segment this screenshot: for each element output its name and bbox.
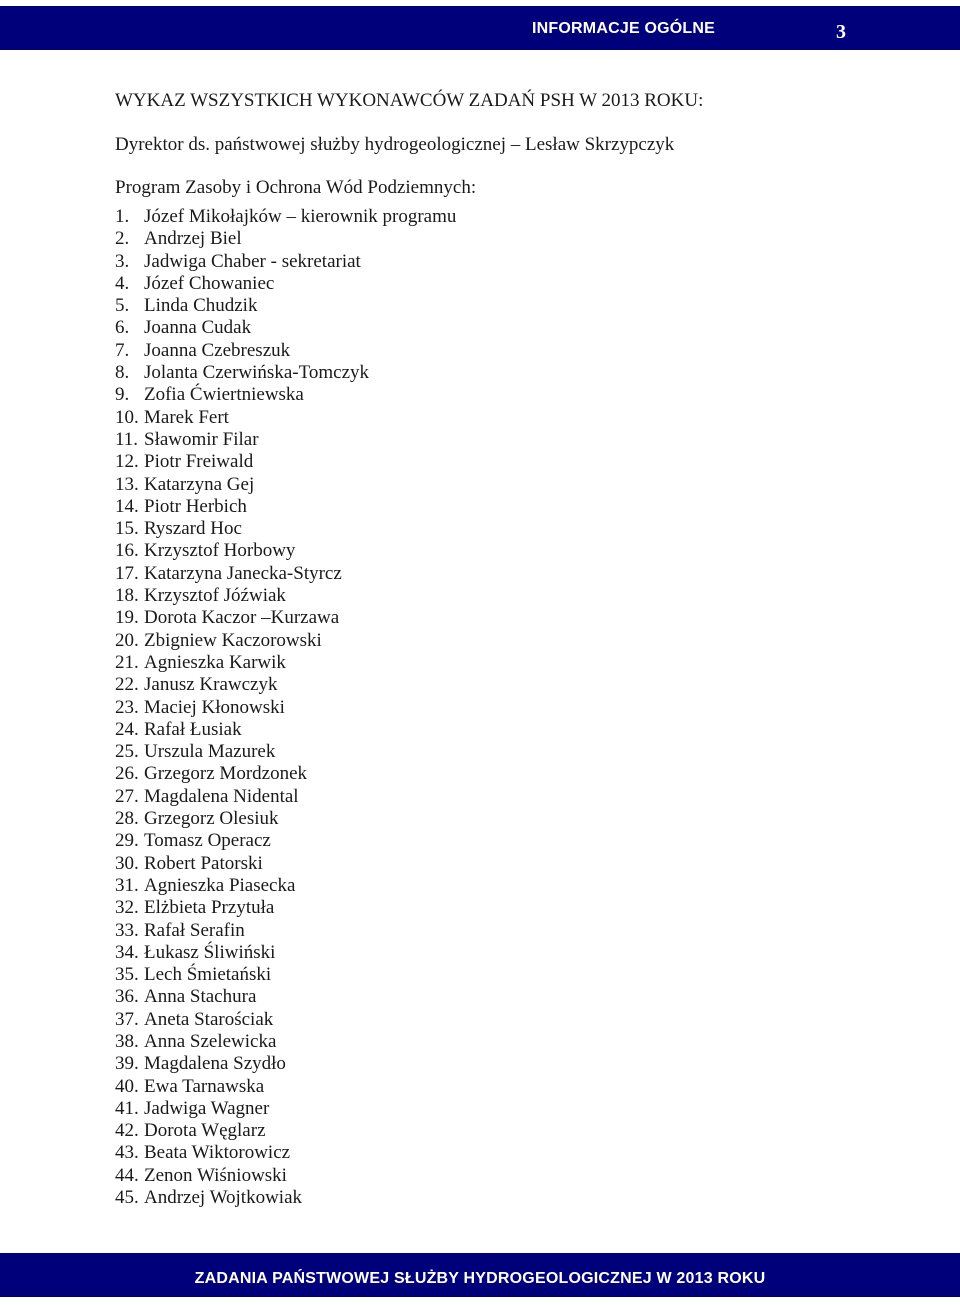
list-item-name: Elżbieta Przytuła [144, 897, 275, 919]
list-item [115, 1098, 875, 1120]
list-item [115, 853, 875, 875]
list-item-name: Jolanta Czerwińska-Tomczyk [144, 362, 370, 384]
list-item-name: Grzegorz Olesiuk [144, 808, 279, 830]
list-item [115, 875, 875, 897]
list-item-name: Grzegorz Mordzonek [144, 763, 308, 785]
list-item-number: 32. [115, 897, 139, 919]
list-item-name: Piotr Herbich [144, 495, 247, 517]
list-item-name: Rafał Serafin [144, 919, 245, 941]
list-item [115, 206, 875, 228]
list-item-number: 24. [115, 718, 139, 740]
list-item-name: Marek Fert [144, 406, 229, 428]
list-item [115, 786, 875, 808]
list-item-name: Zbigniew Kaczorowski [144, 629, 322, 651]
list-item-name: Andrzej Wojtkowiak [144, 1187, 303, 1209]
list-item [115, 1053, 875, 1075]
list-item-number: 10. [115, 406, 139, 428]
list-item-number: 6. [115, 317, 130, 339]
list-item-name: Zenon Wiśniowski [144, 1164, 287, 1186]
list-item-number: 13. [115, 473, 139, 495]
list-item-name: Sławomir Filar [144, 428, 259, 450]
list-item-number: 12. [115, 451, 139, 473]
list-item [115, 652, 875, 674]
list-item [115, 540, 875, 562]
list-item-number: 23. [115, 696, 139, 718]
list-item-number: 7. [115, 339, 130, 361]
list-item-number: 33. [115, 919, 139, 941]
list-item-number: 25. [115, 741, 139, 763]
list-item [115, 697, 875, 719]
list-item [115, 451, 875, 473]
list-item-name: Linda Chudzik [144, 295, 258, 317]
list-item [115, 942, 875, 964]
list-item [115, 362, 875, 384]
list-item [115, 808, 875, 830]
list-item [115, 920, 875, 942]
list-item-name: Joanna Cudak [144, 317, 252, 339]
list-item-name: Janusz Krawczyk [144, 674, 278, 696]
list-item [115, 1142, 875, 1164]
list-item [115, 1031, 875, 1053]
list-item-number: 42. [115, 1120, 139, 1142]
page-number: 3 [836, 21, 846, 43]
list-item-name: Urszula Mazurek [144, 741, 276, 763]
list-item-number: 8. [115, 362, 130, 384]
list-item-name: Andrzej Biel [144, 228, 242, 250]
list-item-name: Agnieszka Piasecka [144, 874, 296, 896]
list-item-number: 11. [115, 428, 139, 450]
list-item-number: 4. [115, 272, 130, 294]
header-bar [0, 6, 960, 50]
list-item-number: 5. [115, 295, 130, 317]
list-item-number: 40. [115, 1075, 139, 1097]
list-item-name: Krzysztof Horbowy [144, 540, 296, 562]
list-item-name: Ewa Tarnawska [144, 1075, 265, 1097]
list-item-number: 21. [115, 651, 139, 673]
list-item-number: 39. [115, 1053, 139, 1075]
list-item [115, 340, 875, 362]
list-item [115, 763, 875, 785]
list-item-number: 44. [115, 1164, 139, 1186]
list-item-number: 3. [115, 250, 130, 272]
list-item-name: Józef Chowaniec [144, 272, 275, 294]
list-item-name: Robert Patorski [144, 852, 263, 874]
list-item-name: Magdalena Szydło [144, 1053, 286, 1075]
list-item-number: 17. [115, 562, 139, 584]
list-item [115, 474, 875, 496]
list-item [115, 295, 875, 317]
list-item [115, 563, 875, 585]
list-item-name: Jadwiga Chaber - sekretariat [144, 250, 361, 272]
list-item [115, 407, 875, 429]
list-item-name: Katarzyna Janecka-Styrcz [144, 562, 342, 584]
list-item-name: Beata Wiktorowicz [144, 1142, 291, 1164]
list-item-number: 18. [115, 585, 139, 607]
list-item-number: 15. [115, 518, 139, 540]
list-item [115, 630, 875, 652]
list-item-number: 1. [115, 206, 130, 227]
list-item [115, 830, 875, 852]
list-item [115, 674, 875, 696]
list-item-name: Magdalena Nidental [144, 785, 299, 807]
list-item [115, 964, 875, 986]
list-item [115, 496, 875, 518]
list-item-name: Rafał Łusiak [144, 718, 242, 740]
list-item [115, 1009, 875, 1031]
list-item-number: 19. [115, 607, 139, 629]
list-item [115, 585, 875, 607]
section-title: INFORMACJE OGÓLNE [532, 20, 715, 37]
list-item-number: 29. [115, 830, 139, 852]
list-item-number: 34. [115, 941, 139, 963]
list-item-name: Jadwiga Wagner [144, 1097, 270, 1119]
list-item-number: 31. [115, 874, 139, 896]
list-item-name: Ryszard Hoc [144, 518, 242, 540]
list-item [115, 317, 875, 339]
list-item [115, 1076, 875, 1098]
list-item-name: Józef Mikołajków – kierownik programu [144, 206, 457, 227]
list-item [115, 251, 875, 273]
list-item-number: 43. [115, 1142, 139, 1164]
document-body [115, 88, 875, 1209]
list-item-name: Agnieszka Karwik [144, 651, 286, 673]
members-list [115, 206, 875, 1209]
list-item-number: 22. [115, 674, 139, 696]
list-item-number: 45. [115, 1187, 139, 1209]
list-item [115, 897, 875, 919]
list-item-number: 38. [115, 1030, 139, 1052]
list-item [115, 986, 875, 1008]
list-item [115, 384, 875, 406]
list-item [115, 1120, 875, 1142]
list-item-name: Dorota Węglarz [144, 1120, 266, 1142]
list-item-number: 30. [115, 852, 139, 874]
list-item-number: 9. [115, 384, 130, 406]
list-item-name: Anna Szelewicka [144, 1030, 277, 1052]
list-item-number: 37. [115, 1008, 139, 1030]
list-item [115, 1187, 875, 1209]
list-item-number: 35. [115, 964, 139, 986]
page-heading: WYKAZ WSZYSTKICH WYKONAWCÓW ZADAŃ PSH W 2013 ROKU: [115, 90, 704, 111]
list-item-name: Tomasz Operacz [144, 830, 271, 852]
list-item-name: Piotr Freiwald [144, 451, 254, 473]
list-item-name: Krzysztof Jóźwiak [144, 585, 286, 607]
list-item-number: 27. [115, 785, 139, 807]
list-item-name: Dorota Kaczor –Kurzawa [144, 607, 340, 629]
list-item [115, 741, 875, 763]
list-item-number: 14. [115, 495, 139, 517]
list-item-number: 26. [115, 763, 139, 785]
list-item-number: 28. [115, 808, 139, 830]
list-item-number: 36. [115, 986, 139, 1008]
list-item [115, 273, 875, 295]
list-item-number: 20. [115, 629, 139, 651]
list-item [115, 518, 875, 540]
list-item-name: Joanna Czebreszuk [144, 339, 291, 361]
list-item-name: Łukasz Śliwiński [144, 941, 276, 963]
footer-bar [0, 1253, 960, 1297]
footer-title: ZADANIA PAŃSTWOWEJ SŁUŻBY HYDROGEOLOGICZNEJ W 2013 ROKU [194, 1270, 766, 1287]
list-item [115, 719, 875, 741]
list-item-name: Aneta Starościak [144, 1008, 274, 1030]
list-item-name: Lech Śmietański [144, 964, 272, 986]
list-item-name: Maciej Kłonowski [144, 696, 285, 718]
list-item-number: 2. [115, 228, 130, 250]
program-title: Program Zasoby i Ochrona Wód Podziemnych: [115, 177, 477, 198]
list-item [115, 607, 875, 629]
list-item-name: Zofia Ćwiertniewska [144, 384, 304, 406]
list-item-name: Anna Stachura [144, 986, 257, 1008]
list-item [115, 429, 875, 451]
list-item-name: Katarzyna Gej [144, 473, 255, 495]
list-item [115, 1165, 875, 1187]
director-line: Dyrektor ds. państwowej służby hydrogeologicznej – Lesław Skrzypczyk [115, 134, 675, 155]
list-item-number: 41. [115, 1097, 139, 1119]
list-item [115, 228, 875, 250]
list-item-number: 16. [115, 540, 139, 562]
